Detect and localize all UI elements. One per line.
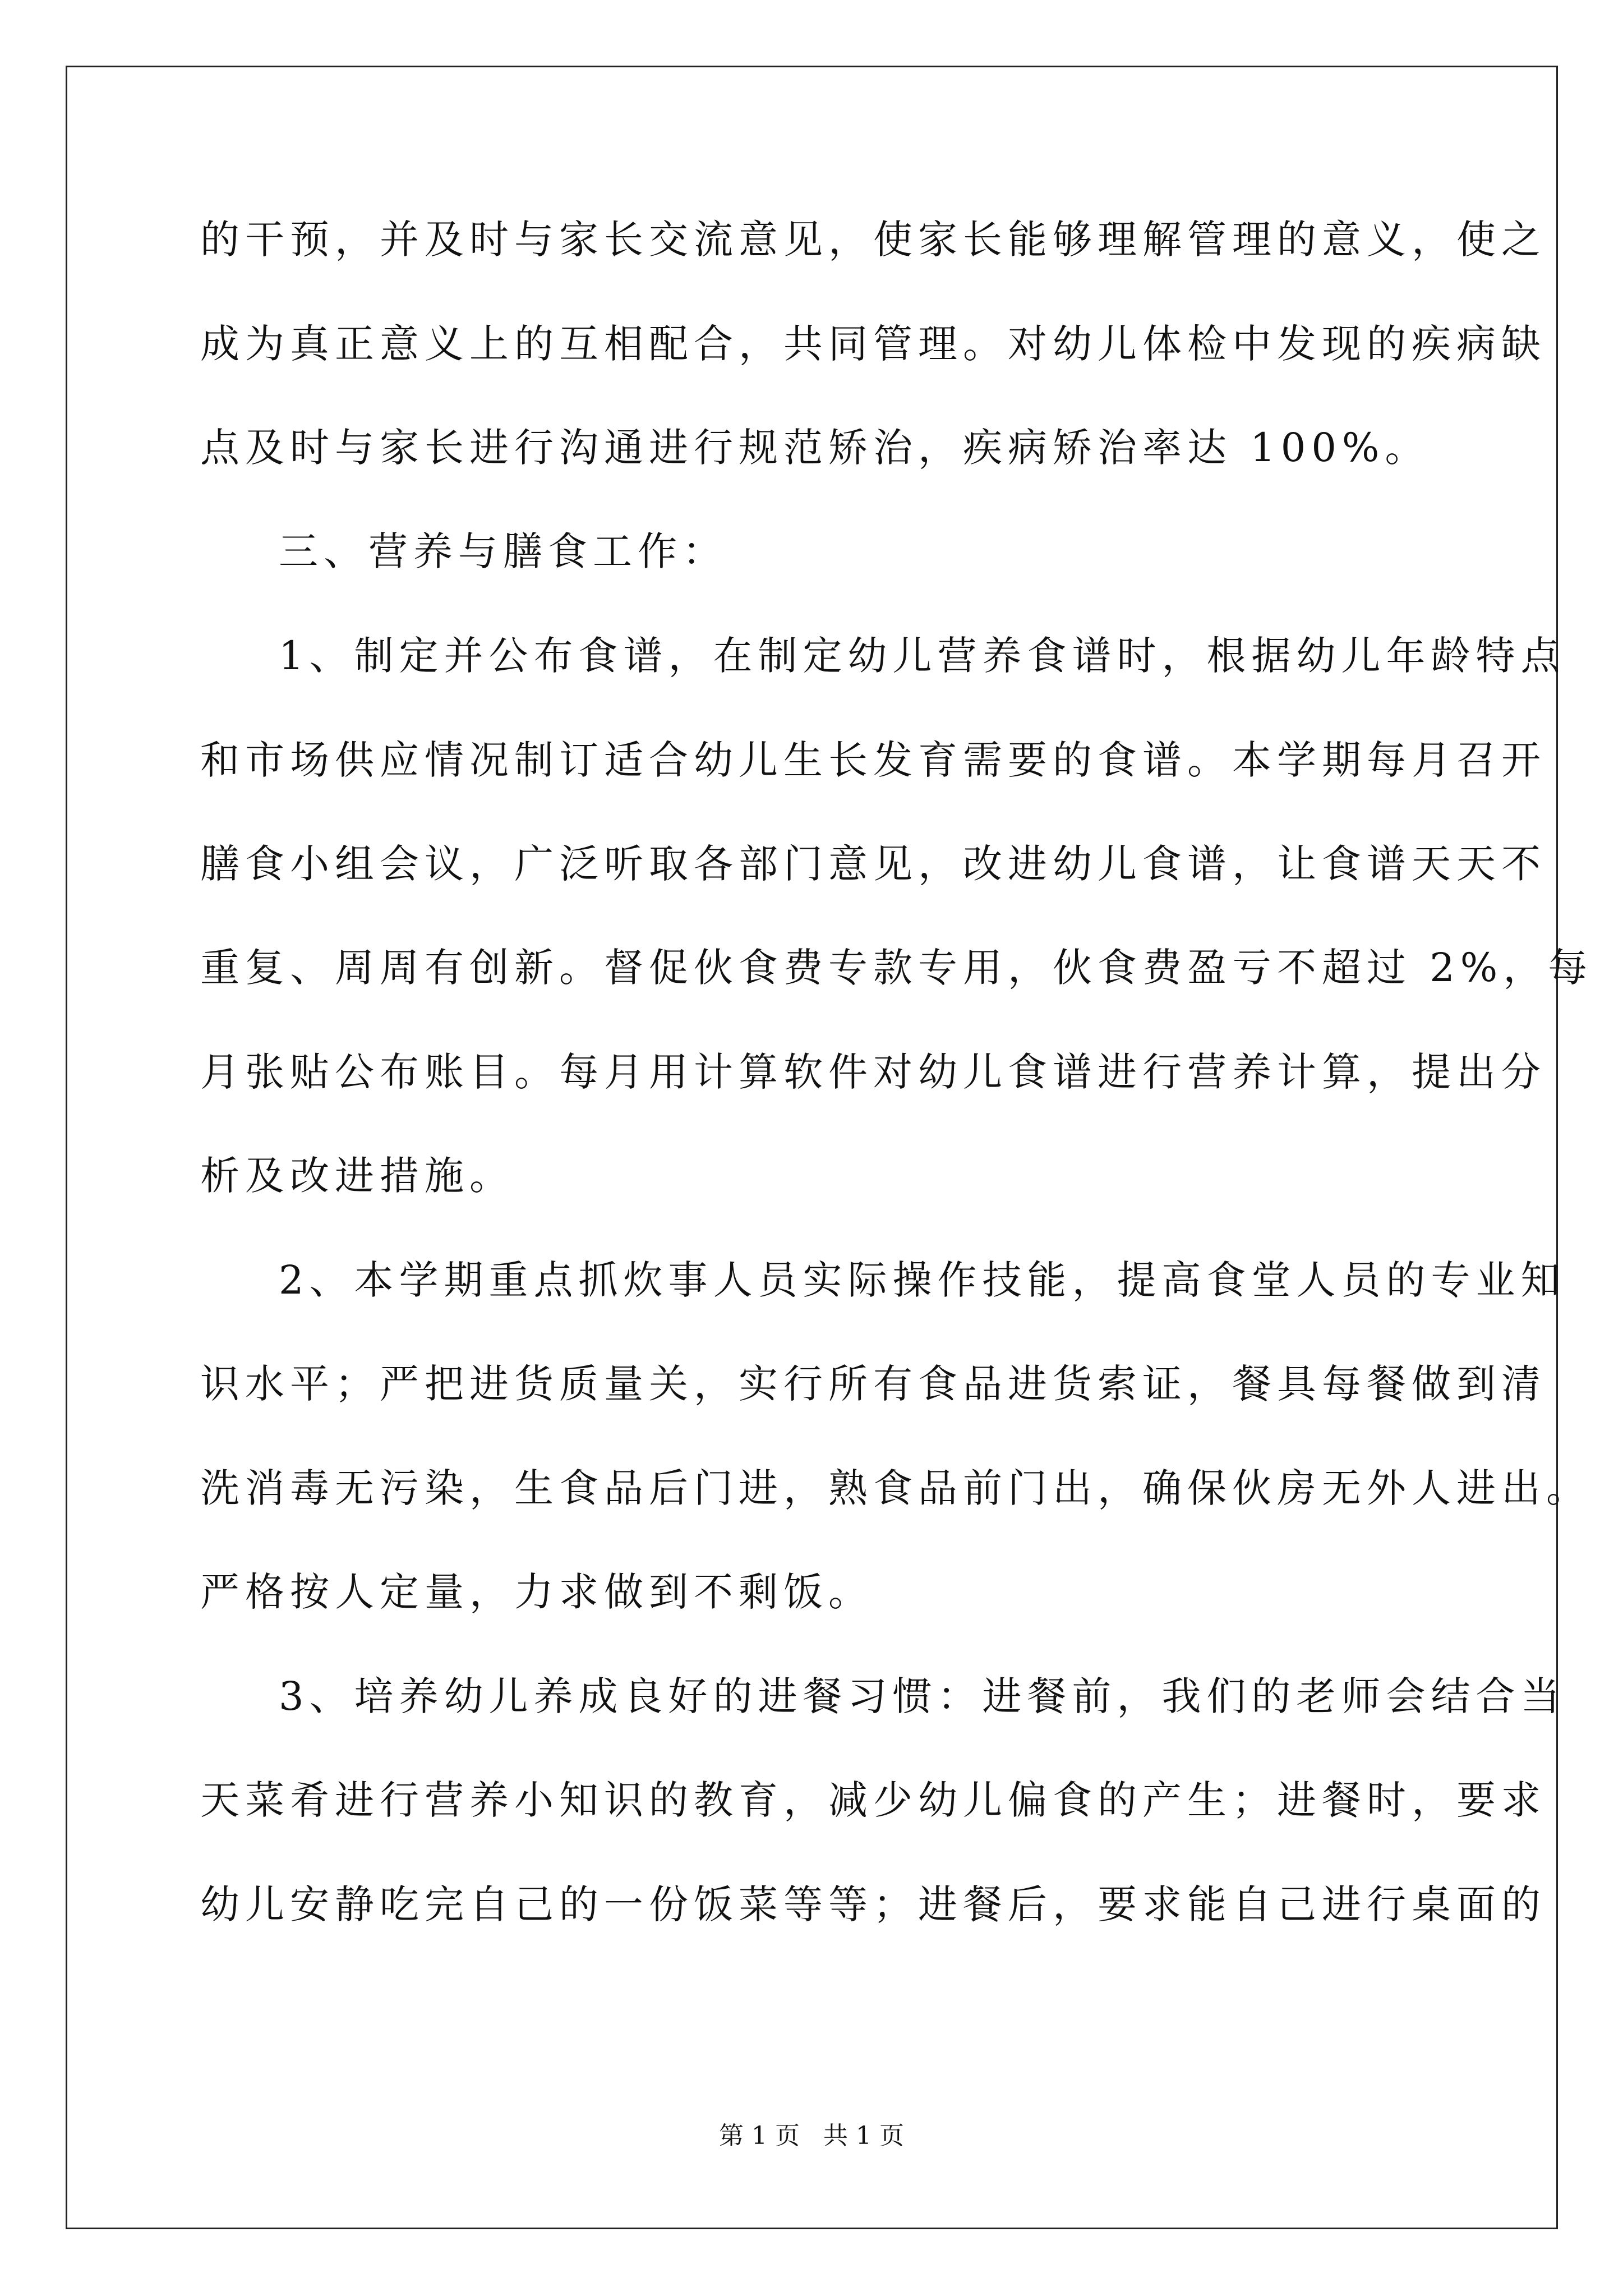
text-line: 3、培养幼儿养成良好的进餐习惯：进餐前，我们的老师会结合当	[279, 1673, 1566, 1719]
text-line: 点及时与家长进行沟通进行规范矫治，疾病矫治率达 100%。	[200, 425, 1430, 471]
text-line: 严格按人定量，力求做到不剩饭。	[200, 1569, 873, 1615]
text-line: 和市场供应情况制订适合幼儿生长发育需要的食谱。本学期每月召开	[200, 737, 1546, 783]
text-line: 1、制定并公布食谱，在制定幼儿营养食谱时，根据幼儿年龄特点	[279, 633, 1566, 679]
text-line: 的干预，并及时与家长交流意见，使家长能够理解管理的意义，使之	[200, 217, 1546, 263]
text-line: 洗消毒无污染，生食品后门进，熟食品前门出，确保伙房无外人进出。	[200, 1465, 1591, 1511]
text-line: 析及改进措施。	[200, 1153, 514, 1199]
section-heading: 三、营养与膳食工作：	[279, 528, 727, 574]
page-footer: 第 1 页 共 1 页	[719, 2122, 904, 2150]
text-line: 幼儿安静吃完自己的一份饭菜等等；进餐后，要求能自己进行桌面的	[200, 1881, 1546, 1927]
text-line: 重复、周周有创新。督促伙食费专款专用，伙食费盈亏不超过 2%，每	[200, 945, 1593, 991]
text-line: 成为真正意义上的互相配合，共同管理。对幼儿体检中发现的疾病缺	[200, 321, 1546, 367]
text-line: 膳食小组会议，广泛听取各部门意见，改进幼儿食谱，让食谱天天不	[200, 841, 1546, 887]
text-line: 天菜肴进行营养小知识的教育，减少幼儿偏食的产生；进餐时，要求	[200, 1777, 1546, 1823]
text-line: 识水平；严把进货质量关，实行所有食品进货索证，餐具每餐做到清	[200, 1361, 1546, 1407]
text-line: 2、本学期重点抓炊事人员实际操作技能，提高食堂人员的专业知	[279, 1257, 1566, 1303]
text-line: 月张贴公布账目。每月用计算软件对幼儿食谱进行营养计算，提出分	[200, 1049, 1546, 1095]
